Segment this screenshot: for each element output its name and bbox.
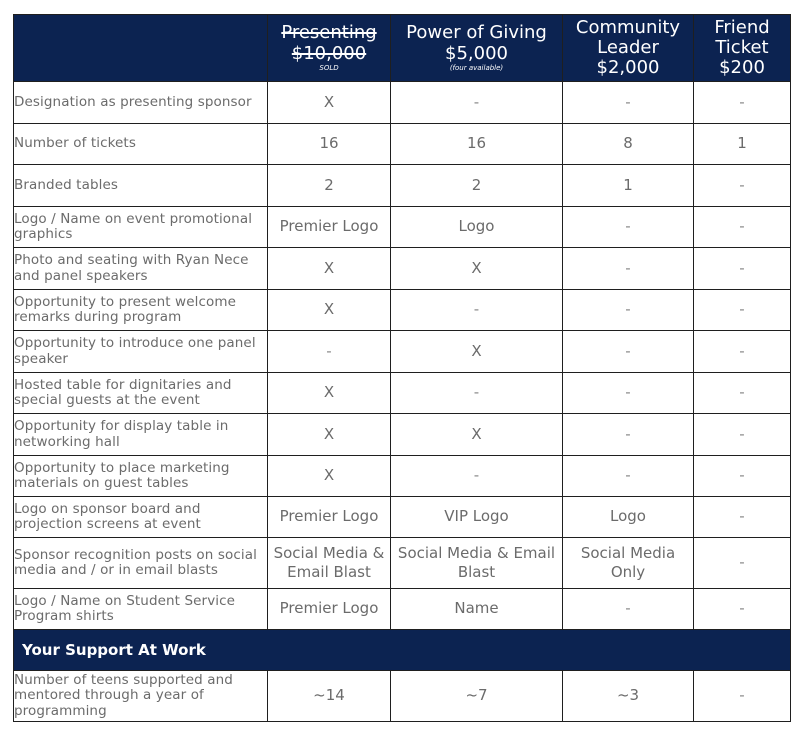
table-row: [14, 497, 791, 538]
table-row: [14, 124, 791, 165]
row-value: -: [563, 589, 694, 630]
row-label: Opportunity to place marketing materials on guest tables: [14, 456, 268, 497]
row-value: -: [268, 331, 391, 373]
row-value: -: [694, 538, 791, 589]
row-value: VIP Logo: [391, 497, 563, 538]
header-row: [14, 15, 791, 82]
table-row: [14, 290, 791, 331]
support-rows: [14, 671, 791, 722]
row-value: X: [268, 456, 391, 497]
row-value: -: [563, 207, 694, 248]
row-value: Social Media & Email Blast: [391, 538, 563, 589]
row-value: X: [391, 331, 563, 373]
row-label: Logo on sponsor board and projection screens at event: [14, 497, 268, 538]
row-label: Number of teens supported and mentored through a year of programming: [14, 671, 268, 722]
header-presenting: [268, 15, 391, 82]
row-value: -: [563, 331, 694, 373]
row-value: Name: [391, 589, 563, 630]
benefit-rows: [14, 82, 791, 630]
row-value: ~14: [268, 671, 391, 722]
row-value: 2: [391, 165, 563, 207]
table-row: [14, 589, 791, 630]
row-value: -: [694, 414, 791, 456]
row-value: -: [563, 373, 694, 414]
row-value: -: [563, 248, 694, 290]
table-row: [14, 207, 791, 248]
row-value: X: [391, 414, 563, 456]
row-value: -: [694, 497, 791, 538]
table-row: [14, 373, 791, 414]
row-label: Opportunity to introduce one panel speaker: [14, 331, 268, 373]
row-label: Designation as presenting sponsor: [14, 82, 268, 124]
row-value: -: [694, 248, 791, 290]
row-value: -: [391, 82, 563, 124]
header-power-of-giving: [391, 15, 563, 82]
row-value: -: [391, 290, 563, 331]
header-name: Friend Ticket: [714, 16, 770, 58]
row-value: X: [268, 248, 391, 290]
row-value: 1: [694, 124, 791, 165]
header-note: (four available): [449, 63, 504, 72]
header-friend-ticket: [694, 15, 791, 82]
header-price: $200: [719, 57, 765, 79]
sponsorship-table: [13, 14, 791, 722]
row-label: Photo and seating with Ryan Nece and panel speakers: [14, 248, 268, 290]
row-value: -: [563, 414, 694, 456]
row-value: X: [391, 248, 563, 290]
row-value: -: [563, 456, 694, 497]
row-value: X: [268, 290, 391, 331]
row-value: 8: [563, 124, 694, 165]
support-section: [14, 630, 791, 671]
section-title: Your Support At Work: [14, 630, 791, 671]
row-value: 16: [391, 124, 563, 165]
row-label: Number of tickets: [14, 124, 268, 165]
row-value: Logo: [563, 497, 694, 538]
table-row: [14, 456, 791, 497]
table-row: [14, 165, 791, 207]
row-value: -: [694, 456, 791, 497]
row-value: -: [694, 82, 791, 124]
row-value: -: [391, 456, 563, 497]
section-header-row: [14, 630, 791, 671]
table-row: [14, 331, 791, 373]
header-name: Presenting: [281, 22, 377, 44]
table-row: [14, 538, 791, 589]
table-row: [14, 414, 791, 456]
row-value: X: [268, 373, 391, 414]
header-community-leader: [563, 15, 694, 82]
row-value: -: [563, 82, 694, 124]
row-value: -: [694, 207, 791, 248]
header-name: Community Leader: [575, 16, 681, 58]
row-label: Logo / Name on event promotional graphics: [14, 207, 268, 248]
row-label: Opportunity to present welcome remarks during program: [14, 290, 268, 331]
row-value: -: [694, 671, 791, 722]
row-value: Premier Logo: [268, 207, 391, 248]
header-price: $10,000: [291, 42, 367, 64]
header-price: $2,000: [596, 57, 660, 79]
header-blank-cell: [14, 15, 268, 82]
row-value: -: [694, 290, 791, 331]
row-label: Branded tables: [14, 165, 268, 207]
row-value: 2: [268, 165, 391, 207]
row-value: -: [391, 373, 563, 414]
row-value: Social Media Only: [563, 538, 694, 589]
row-value: -: [694, 165, 791, 207]
row-label: Sponsor recognition posts on social media and / or in email blasts: [14, 538, 268, 589]
row-value: -: [694, 373, 791, 414]
row-value: -: [694, 331, 791, 373]
row-value: Logo: [391, 207, 563, 248]
table-row: [14, 82, 791, 124]
row-value: Social Media & Email Blast: [268, 538, 391, 589]
row-value: 16: [268, 124, 391, 165]
row-value: -: [563, 290, 694, 331]
row-value: Premier Logo: [268, 497, 391, 538]
row-label: Opportunity for display table in networking hall: [14, 414, 268, 456]
row-value: -: [694, 589, 791, 630]
row-value: X: [268, 82, 391, 124]
header-note: SOLD: [319, 63, 339, 72]
header-price: $5,000: [445, 42, 508, 64]
row-value: X: [268, 414, 391, 456]
row-label: Logo / Name on Student Service Program shirts: [14, 589, 268, 630]
row-value: ~3: [563, 671, 694, 722]
row-value: ~7: [391, 671, 563, 722]
row-label: Hosted table for dignitaries and special guests at the event: [14, 373, 268, 414]
table-row: [14, 248, 791, 290]
row-value: 1: [563, 165, 694, 207]
header-name: Power of Giving: [406, 22, 547, 44]
row-value: Premier Logo: [268, 589, 391, 630]
table-row: [14, 671, 791, 722]
